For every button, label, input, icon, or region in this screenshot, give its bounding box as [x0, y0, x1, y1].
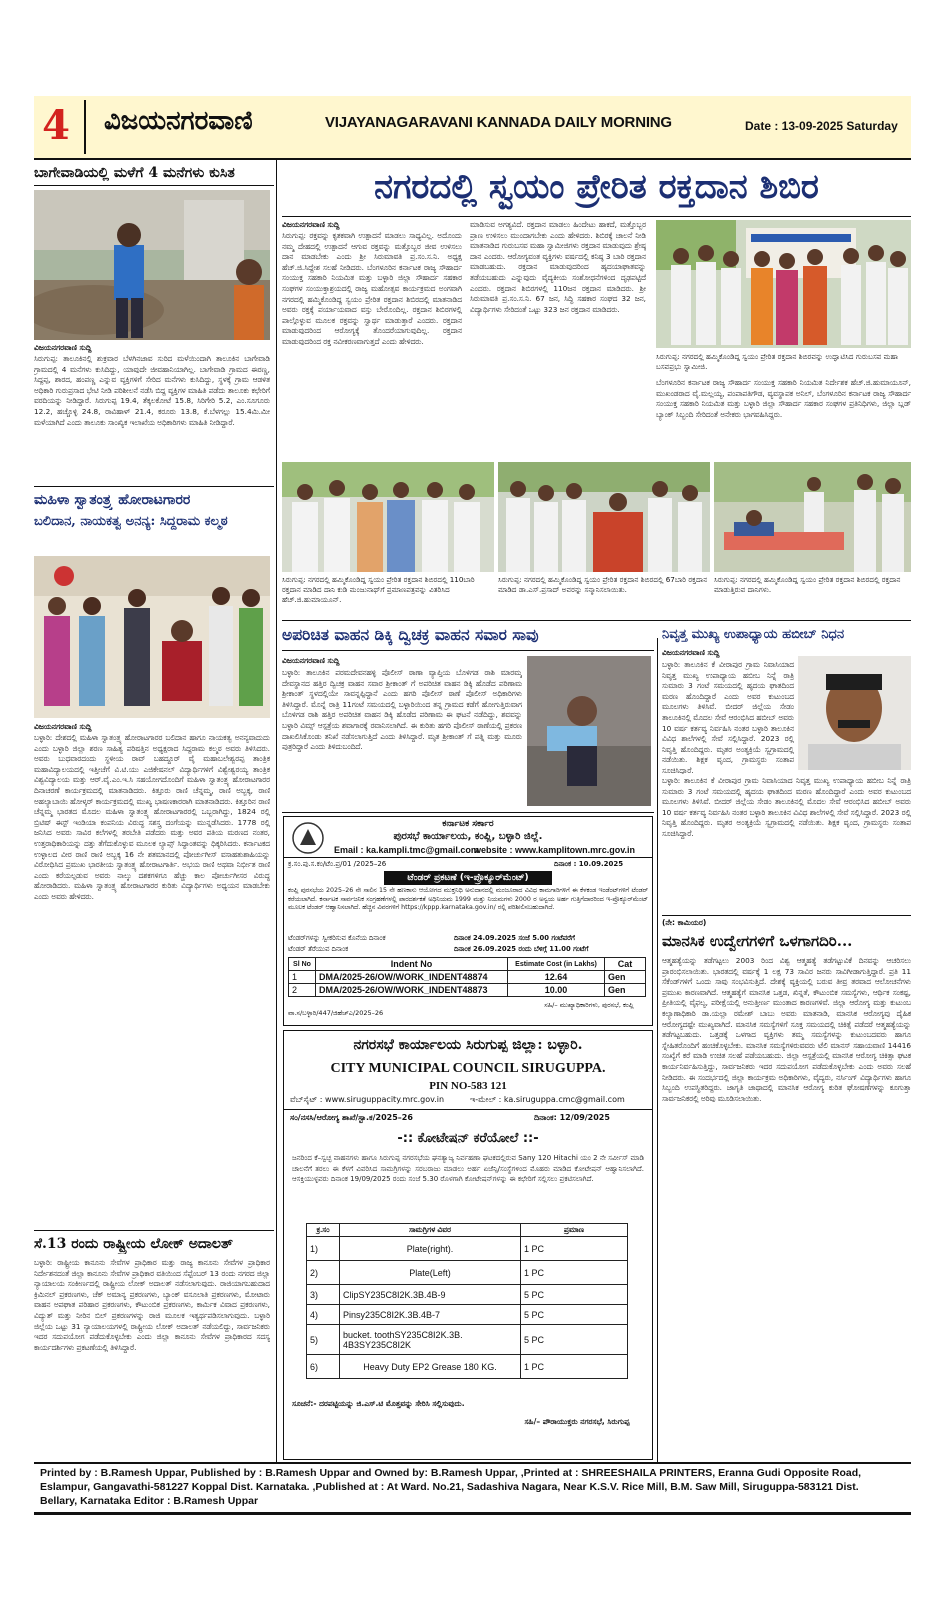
table-cell: 5 PC — [521, 1325, 628, 1355]
table-cell: 4) — [307, 1305, 340, 1325]
kampli-ref-no: ಕ್ರ.ಸಂ.ಪು.ಸ.ಕಂ/ಟೆಂ.ಪ್ರ/01 /2025–26 — [288, 860, 387, 868]
siruguppa-website: ವೆಬ್‌ಸೈಟ್ : www.siruguppacity.mrc.gov.in — [290, 1095, 445, 1104]
table-cell: 3) — [307, 1285, 340, 1305]
kampli-signature: ಸಹಿ/– ಮುಖ್ಯಾಧಿಕಾರಿಗಳು, ಪುರಸಭೆ, ಕಂಪ್ಲಿ — [544, 1001, 634, 1009]
table-cell: DMA/2025-26/OW/WORK_INDENT48874 — [316, 971, 508, 984]
table-cell: 12.64 — [508, 971, 605, 984]
table-cell: Plate(Left) — [340, 1261, 521, 1285]
table-row — [289, 971, 646, 984]
table-cell: 10.00 — [508, 984, 605, 997]
rule — [34, 185, 274, 186]
table-header: Indent No — [316, 958, 508, 971]
table-cell: 1 PC — [521, 1355, 628, 1379]
table-cell: Heavy Duty EP2 Grease 180 KG. — [340, 1355, 521, 1379]
paper-name-english: VIJAYANAGARAVANI KANNADA DAILY MORNING — [325, 114, 672, 131]
accident-headline: ಅಪರಿಚಿತ ವಾಹನ ಡಿಕ್ಕಿ ದ್ವಿಚಕ್ರ ವಾಹನ ಸವಾರ ಸಾವು — [282, 625, 539, 644]
rule — [284, 1109, 652, 1110]
women-body: ಬಳ್ಳಾರಿ: ದೇಶದಲ್ಲಿ ಮಹಿಳಾ ಸ್ವಾತಂತ್ರ್ಯ ಹೋರಾಟಗಾರರ ಬಲಿದಾನ ಹಾಗೂ ನಾಯಕತ್ವ ಅನನ್ಯವಾದುದು ಎಂದು ಬಳ್ಳಾರಿ ಜಿಲ್ಲಾ ಶರಣ ಸಾಹಿತ್ಯ ಪರಿಷತ್ತಿನ ಅಧ್ಯಕ್ಷರಾದ ಸಿದ್ದರಾಮ ಕಲ್ಮಠ ಅವರು ತಿಳಿಸಿದರು. ಅವರು ಬುಧವಾರದಂದು ಸ್ಥಳೀಯ ರಾವ್ ಬಹದ್ದೂರ್ ವೈ ಮಹಾಬಲೇಶ್ವರಪ್ಪ ತಾಂತ್ರಿಕ ಮಹಾವಿದ್ಯಾಲಯದಲ್ಲಿ ಇತ್ತೀಚೆಗೆ ವಿ.ಟಿ.ಯು ಎಜಿಕೇಷನಲ್ ವಿದ್ಯಾರ್ಥಿಗಳಿಗೆ ವಿಶ್ವೇಶ್ವರಯ್ಯ ತಾಂತ್ರಿಕ ವಿಶ್ವವಿದ್ಯಾಲಯ ಮತ್ತು ಆರ್.ವೈ.ಎಂ.ಇ.ಸಿ ಸಹಯೋಗದೊಂದಿಗೆ ಮಹಿಳಾ ಸ್ವಾತಂತ್ರ್ಯ ಹೋರಾಟಗಾರರ ದಿನಾಚರಣೆ ಕಾರ್ಯಕ್ರಮದಲ್ಲಿ ಮಾತನಾಡಿದರು. ಕಿತ್ತೂರು ರಾಣಿ ಚೆನ್ನಮ್ಮ, ರಾಣಿ ಅಬ್ಬಕ್ಕ, ರಾಣಿ ಅಹಲ್ಯಾಬಾಯಿ ಹೋಳ್ಕರ್ ಕಾರ್ಯಕ್ರಮದಲ್ಲಿ ಮುಖ್ಯ ಭಾಷಣಕಾರರಾಗಿ ಮಾತನಾಡಿದರು. ಕಿತ್ತೂರಿನ ರಾಣಿ ಚೆನ್ನಮ್ಮ ಭಾರತದ ಮೊದಲ ಮಹಿಳಾ ಸ್ವಾತಂತ್ರ್ಯ ಹೋರಾಟಗಾರರಲ್ಲಿ ಒಬ್ಬರಾಗಿದ್ದು, 1824 ರಲ್ಲಿ ಬ್ರಿಟಿಷ್ ಈಸ್ಟ್ ಇಂಡಿಯಾ ಕಂಪನಿಯ ವಿರುದ್ಧ ಸಶಸ್ತ್ರ ದಂಗೆಯನ್ನು ಮುನ್ನಡೆಸಿದರು. 1778 ರಲ್ಲಿ ಜನಿಸಿದ ಅವರು ಸಾವಿರ ಕಲೆಗಳಲ್ಲಿ ತರಬೇತಿ ಪಡೆದರು ಮತ್ತು ಅವರ ಪತಿಯ ಮರಣದ ನಂತರ, ಉತ್ತರಾಧಿಕಾರಿಯನ್ನು ದತ್ತು ತೆಗೆದುಕೊಳ್ಳುವ ಮೂಲಕ ಲ್ಯಾಪ್ಸ್ ಸಿದ್ಧಾಂತವನ್ನು ಧಿಕ್ಕರಿಸಿದರು. ಕರ್ನಾಟಕದ ಉಳ್ಳಾಲದ ವೀರ ರಾಣಿ ರಾಣಿ ಅಬ್ಬಕ್ಕ 16 ನೇ ಶತಮಾನದಲ್ಲಿ ಪೋರ್ಚುಗೀಸ್ ವಸಾಹತುಶಾಹಿಯನ್ನು ವಿರೋಧಿಸಿದ ಪ್ರಮುಖ ಭಾರತೀಯ ಸ್ವಾತಂತ್ರ್ಯ ಹೋರಾಟಗಾರ್ತಿ. ಅಭಯ ರಾಣಿ ಅಥವಾ ನಿರ್ಭೀತ ರಾಣಿ ಎಂದು ಕರೆಯಲ್ಪಡುವ ಅವರು ನಾಲ್ಕು ದಶಕಗಳಿಗೂ ಹೆಚ್ಚು ಕಾಲ ಪೋರ್ಚುಗೀಸರ ವಿರುದ್ಧ ಹೋರಾಡಿದರು. ಮಹಿಳಾ ಸ್ವಾತಂತ್ರ್ಯ ಹೋರಾಟಗಾರರ ಕುರಿತು ವಿದ್ಯಾರ್ಥಿಗಳು ಅಧ್ಯಯನ ಮಾಡಬೇಕು ಎಂದು ಅವರು ಹೇಳಿದರು. — [34, 733, 270, 901]
table-cell: Gen — [605, 971, 646, 984]
siruguppa-note: ಸೂಚನೆ:- ದರಪಟ್ಟಿಯನ್ನು ಜಿ.ಎಸ್.ಟಿ ಮೊತ್ತವನ್ನು ಸೇರಿಸಿ ಸಲ್ಲಿಸುವುದು. — [292, 1399, 465, 1408]
blood-certificate-photo — [282, 462, 494, 572]
masthead-divider — [84, 100, 86, 154]
blood-body-col2: ಮಾಡಿಸುವ ಅಗತ್ಯವಿದೆ. ರಕ್ತದಾನ ಮಾಡಲು ಹಿಂದೇಟು ಹಾಕದೆ, ಮತ್ತೊಬ್ಬರ ಪ್ರಾಣ ಉಳಿಸಲು ಮುಂದಾಗಬೇಕು ಎಂದು ಹೇಳಿದರು. ಶಿಬಿರಕ್ಕೆ ಚಾಲನೆ ನೀಡಿ ಮಾತನಾಡಿದ ಗುರುಬಸವ ಮಹಾ ಸ್ವಾಮೀಜಿಗಳು ರಕ್ತದಾನ ಮಾಡುವುದು ಶ್ರೇಷ್ಠ ದಾನ ಎಂದರು. ಆರೋಗ್ಯವಂತ ವ್ಯಕ್ತಿಗಳು ವರ್ಷದಲ್ಲಿ ಕನಿಷ್ಠ 3 ಬಾರಿ ರಕ್ತದಾನ ಮಾಡಬಹುದು. ರಕ್ತದಾನ ಮಾಡುವುದರಿಂದ ಹೃದಯಾಘಾತವನ್ನು ತಡೆಯಬಹುದು ಎನ್ನುವುದು ವೈದ್ಯಕೀಯ ಸಂಶೋಧನೆಗಳಿಂದ ದೃಢಪಟ್ಟಿದೆ ಎಂದರು. ರಕ್ತದಾನ ಶಿಬಿರಗಳಲ್ಲಿ 110ಜನ ರಕ್ತದಾನ ಮಾಡಿದರು. ಶ್ರೀ ಸಿರುಮಾವತಿ ಪ್ರ.ಸಂ.ಸ.ನಿ. 67 ಜನ, ಸಿದ್ಧಿ ಸಹಕಾರ ಸಂಘದ 32 ಜನ, ವಿದ್ಯಾರ್ಥಿಗಳು ಸೇರಿದಂತೆ ಒಟ್ಟು 323 ಜನ ರಕ್ತದಾನ ಮಾಡಿದರು. — [470, 220, 646, 314]
kampli-email: Email : ka.kampli.tmc@gmail.com — [334, 845, 479, 855]
kampli-open-date-value: ದಿನಾಂಕ 26.09.2025 ರಂದು ಬೆಳಿಗ್ಗೆ 11.00 ಗಂಟೆಗೆ — [454, 945, 589, 953]
blood-caption-row1: ಸಿರುಗುಪ್ಪ: ನಗರದಲ್ಲಿ ಹಮ್ಮಿಕೊಂಡಿದ್ದ ಸ್ವಯಂ ಪ್ರೇರಿತ ರಕ್ತದಾನ ಶಿಬಿರದಲ್ಲಿ 110ಬಾರಿ ರಕ್ತದಾನ ಮಾಡಿದ ದಾನಿ ಕುಡಿ ಮಂಜುನಾಥ್‌ಗೆ ಪ್ರಮಾಣಪತ್ರವನ್ನು ವಿತರಿಸಿದ ಹೆಚ್.ಜಿ.ಹುಮಾಯೂನ್. — [282, 575, 475, 604]
rule — [282, 650, 654, 651]
blood-felicitation-photo — [498, 462, 710, 572]
rule — [282, 216, 911, 217]
table-cell: 1 — [289, 971, 316, 984]
table-row — [307, 1237, 628, 1261]
siruguppa-date: ದಿನಾಂಕ: 12/09/2025 — [534, 1113, 610, 1122]
rain-credit: ವಿಜಯನಗರವಾಣಿ ಸುದ್ದಿ — [34, 343, 92, 352]
table-row — [307, 1285, 628, 1305]
table-cell: 1 PC — [521, 1237, 628, 1261]
rule — [34, 1230, 274, 1231]
kampli-body: ಕಂಪ್ಲಿ ಪುರಸಭೆಯ 2025–26 ನೇ ಸಾಲಿನ 15 ನೇ ಹಣಕಾಸು ಆಯೋಗದ ಮುಕ್ತನಿಧಿ ಅನುದಾನದಲ್ಲಿ ಮಂಜೂರಾದ ವಿವಿಧ ಕಾಮಗಾರಿಗಳಿಗೆ ಈ ಕೆಳಕಂಡ ಇಂಡೆಂಟ್‌ಗಳಿಗೆ ಟೆಂಡರ್ ಕರೆಯಲಾಗಿದೆ. ಕರ್ನಾಟಕ ಸಾರ್ವಜನಿಕ ಸಂಗ್ರಹಣೆಗಳಲ್ಲಿ ಪಾರದರ್ಶಕತೆ ಅಧಿನಿಯಮ 1999 ಮತ್ತು ನಿಯಮಗಳು 2000 ರ ಅನ್ವಯ ಅರ್ಹ ಗುತ್ತಿಗೆದಾರರಿಂದ ಇ-ಪ್ರೊಕ್ಯೂರ್‌ಮೆಂಟ್ ಮೂಲಕ ಟೆಂಡರ್ ಆಹ್ವಾನಿಸಲಾಗಿದೆ. ಹೆಚ್ಚಿನ ವಿವರಗಳಿಗೆ https://kppp.karnataka.gov.in/ ರಲ್ಲಿ ಪರಿಶೀಲಿಸಬಹುದಾಗಿದೆ. — [288, 887, 648, 912]
table-cell: DMA/2025-26/OW/WORK_INDENT48873 — [316, 984, 508, 997]
table-cell: 6) — [307, 1355, 340, 1379]
accident-body: ಬಳ್ಳಾರಿ: ತಾಲೂಕಿನ ಪರಮದೇವನಹಳ್ಳಿ ಪೊಲೀಸ್ ಠಾಣಾ ವ್ಯಾಪ್ತಿಯ ಬೊಳಿಗಡ ರಾಶಿ ಮಾರಮ್ಮ ದೇವಸ್ಥಾನದ ಹತ್ತಿರ ದ್ವಿಚಕ್ರ ವಾಹನ ಸವಾರ ಶ್ರೀಕಾಂತ್ ಗೆ ಅಪರಿಚಿತ ವಾಹನ ಡಿಕ್ಕಿ ಹೊಡೆದ ಪರಿಣಾಮ ಶ್ರೀಕಾಂತ್ ಸ್ಥಳದಲ್ಲಿಯೇ ಸಾವನ್ನಪ್ಪಿದ್ದಾನೆ ಎಂದು ಹಗರಿ ಪೊಲೀಸ್ ಠಾಣೆ ಪೊಲೀಸ್ ಅಧಿಕಾರಿಗಳು ತಿಳಿಸಿದ್ದಾರೆ. ಮೊನ್ನೆ ರಾತ್ರಿ 11ಗಂಟೆ ಸಮಯದಲ್ಲಿ ಬಳ್ಳಾರಿಯಿಂದ ತನ್ನ ಗ್ರಾಮದ ಕಡೆಗೆ ಹೋಗುತ್ತಿರುವಾಗ ಬೊಳಿಗಡ ರಾಶಿ ಹತ್ತಿರ ಅಪರಿಚಿತ ವಾಹನ ಡಿಕ್ಕಿ ಹೊಡೆದ ಪರಿಣಾಮ ಈ ಘಟನೆ ನಡೆದಿದ್ದು, ಶವವನ್ನು ಬಳ್ಳಾರಿ ವಿಮ್ಸ್ ಆಸ್ಪತ್ರೆಯ ಶವಾಗಾರಕ್ಕೆ ರವಾನಿಸಲಾಗಿದೆ. ಈ ಕುರಿತು ಹಗರಿ ಪೊಲೀಸ್ ಠಾಣೆಯಲ್ಲಿ ಪ್ರಕರಣ ದಾಖಲಿಸಿಕೊಂಡು ತನಿಖೆ ನಡೆಸಲಾಗುತ್ತಿದೆ ಎಂದು ತಿಳಿಸಿದ್ದಾರೆ. ಮೃತ ಶ್ರೀಕಾಂತ್ ಗೆ ಪತ್ನಿ ಮತ್ತು ಮೂರು ಪುತ್ರರಿದ್ದಾರೆ ಎಂದು ತಿಳಿದುಬಂದಿದೆ. — [282, 668, 522, 752]
women-headline-line2: ಬಲಿದಾನ, ನಾಯಕತ್ವ ಅನನ್ಯ: ಸಿದ್ದರಾಮ ಕಲ್ಮಠ — [34, 514, 228, 529]
table-row — [307, 1305, 628, 1325]
blood-inauguration-photo — [656, 220, 911, 348]
footer-rule-top — [34, 1462, 911, 1464]
table-header: ಪ್ರಮಾಣ — [521, 1224, 628, 1237]
table-cell: 5 PC — [521, 1305, 628, 1325]
mental-label: (ನೇ: ಕಾಮಿಯರ) — [662, 918, 707, 927]
table-row — [307, 1325, 628, 1355]
siruguppa-email: ಇ-ಮೇಲ್ : ka.siruguppa.cmc@gmail.com — [470, 1095, 625, 1104]
masthead-rule — [34, 158, 911, 160]
table-cell: 2 — [289, 984, 316, 997]
mental-headline: ಮಾನಸಿಕ ಉದ್ವೇಗಗಳಿಗೆ ಒಳಗಾಗದಿರಿ... — [662, 932, 853, 950]
footer-line2: Eslampur, Gangavathi-581227 Koppal Dist. Karnataka. ,Published at : At Ward. No.21, Sadashiva Nagara, Near K.S.V. Rice Mill, B.M. Saw Mill, Siruguppa-583121 Dist. — [40, 1481, 859, 1493]
rain-photo — [34, 190, 270, 340]
issue-date: Date : 13-09-2025 Saturday — [745, 119, 898, 133]
kampli-govt-line: ಕರ್ನಾಟಕ ಸರ್ಕಾರ — [442, 819, 494, 829]
table-cell: ClipSY235C8I2K.3B.4B-9 — [340, 1285, 521, 1305]
siruguppa-quotation-notice — [283, 1030, 653, 1460]
rule — [282, 620, 911, 621]
table-cell: 5 PC — [521, 1285, 628, 1305]
kampli-website: website : www.kamplitown.mrc.gov.in — [474, 845, 636, 855]
kampli-open-date-label: ಟೆಂಡರ್ ತೆರೆಯುವ ದಿನಾಂಕ — [288, 945, 349, 953]
kampli-date: ದಿನಾಂಕ : 10.09.2025 — [554, 860, 624, 868]
table-header: Cat — [605, 958, 646, 971]
adalat-body: ಬಳ್ಳಾರಿ: ರಾಷ್ಟ್ರೀಯ ಕಾನೂನು ಸೇವೆಗಳ ಪ್ರಾಧಿಕಾರ ಮತ್ತು ರಾಜ್ಯ ಕಾನೂನು ಸೇವೆಗಳ ಪ್ರಾಧಿಕಾರ ನಿರ್ದೇಶನದಂತೆ ಜಿಲ್ಲಾ ಕಾನೂನು ಸೇವೆಗಳ ಪ್ರಾಧಿಕಾರ ವತಿಯಿಂದ ಸೆಪ್ಟೆಂಬರ್ 13 ರಂದು ನಗರದ ಜಿಲ್ಲಾ ನ್ಯಾಯಾಲಯ ಸಂಕೀರ್ಣದಲ್ಲಿ ರಾಷ್ಟ್ರೀಯ ಲೋಕ್ ಅದಾಲತ್ ನಡೆಸಲಾಗುವುದು. ರಾಜಿಯಾಗಬಹುದಾದ ಕ್ರಿಮಿನಲ್ ಪ್ರಕರಣಗಳು, ಚೆಕ್ ಅಮಾನ್ಯ ಪ್ರಕರಣಗಳು, ಬ್ಯಾಂಕ್ ವಸೂಲಾತಿ ಪ್ರಕರಣಗಳು, ಮೋಟಾರು ವಾಹನ ಅಪಘಾತ ಪರಿಹಾರ ಪ್ರಕರಣಗಳು, ಕೌಟುಂಬಿಕ ಪ್ರಕರಣಗಳು, ಕಾರ್ಮಿಕ ವಿವಾದ ಪ್ರಕರಣಗಳು, ವಿದ್ಯುತ್ ಮತ್ತು ನೀರಿನ ಬಿಲ್ ಪ್ರಕರಣಗಳನ್ನು ರಾಜಿ ಮೂಲಕ ಇತ್ಯರ್ಥಪಡಿಸಲಾಗುವುದು. ಬಳ್ಳಾರಿ ಜಿಲ್ಲೆಯ ಒಟ್ಟು 31 ನ್ಯಾಯಾಲಯಗಳಲ್ಲಿ ರಾಷ್ಟ್ರೀಯ ಲೋಕ್ ಅದಾಲತ್ ನಡೆಯಲಿದ್ದು, ಸಾರ್ವಜನಿಕರು ಇದರ ಸದುಪಯೋಗ ಪಡೆದುಕೊಳ್ಳಬೇಕು ಎಂದು ಜಿಲ್ಲಾ ಕಾನೂನು ಸೇವೆಗಳ ಪ್ರಾಧಿಕಾರದ ಸದಸ್ಯ ಕಾರ್ಯದರ್ಶಿಗಳು ಪ್ರಕಟಣೆಯಲ್ಲಿ ತಿಳಿಸಿದ್ದಾರೆ. — [34, 1258, 270, 1352]
obit-body-col1: ಬಳ್ಳಾರಿ: ತಾಲೂಕಿನ ಕೆ ವೀರಾಪುರ ಗ್ರಾಮ ನಿವಾಸಿಯಾದ ನಿವೃತ್ತ ಮುಖ್ಯ ಉಪಾಧ್ಯಾಯ ಹಬೀಬ ನಿನ್ನೆ ರಾತ್ರಿ ಸುಮಾರು 3 ಗಂಟೆ ಸಮಯದಲ್ಲಿ ಹೃದಯ ಘಾತದಿಂದ ಮರಣ ಹೊಂದಿದ್ದಾರೆ ಎಂದು ಅವರ ಕುಟುಂಬದ ಮೂಲಗಳು ತಿಳಿಸಿವೆ. ಬೀದರ್ ಜಿಲ್ಲೆಯ ಸೇಡಂ ತಾಲೂಕಿನಲ್ಲಿ ಮೊದಲ ಸೇವೆ ಆರಂಭಿಸಿದ ಹಬೀಬ್ ಅವರು 10 ವರ್ಷ ಕರ್ತವ್ಯ ನಿರ್ವಹಿಸಿ ನಂತರ ಬಳ್ಳಾರಿ ತಾಲೂಕಿನ ವಿವಿಧ ಶಾಲೆಗಳಲ್ಲಿ ಸೇವೆ ಸಲ್ಲಿಸಿದ್ದಾರೆ. 2023 ರಲ್ಲಿ ನಿವೃತ್ತಿ ಹೊಂದಿದ್ದರು. ಮೃತರ ಅಂತ್ಯಕ್ರಿಯೆ ಸ್ವಗ್ರಾಮದಲ್ಲಿ ನಡೆಯಿತು. ಶಿಕ್ಷಕ ವೃಂದ, ಗ್ರಾಮಸ್ಥರು ಸಂತಾಪ ಸೂಚಿಸಿದ್ದಾರೆ. — [662, 660, 794, 774]
obit-body-full: ಬಳ್ಳಾರಿ: ತಾಲೂಕಿನ ಕೆ ವೀರಾಪುರ ಗ್ರಾಮ ನಿವಾಸಿಯಾದ ನಿವೃತ್ತ ಮುಖ್ಯ ಉಪಾಧ್ಯಾಯ ಹಬೀಬ ನಿನ್ನೆ ರಾತ್ರಿ ಸುಮಾರು 3 ಗಂಟೆ ಸಮಯದಲ್ಲಿ ಹೃದಯ ಘಾತದಿಂದ ಮರಣ ಹೊಂದಿದ್ದಾರೆ ಎಂದು ಅವರ ಕುಟುಂಬದ ಮೂಲಗಳು ತಿಳಿಸಿವೆ. ಬೀದರ್ ಜಿಲ್ಲೆಯ ಸೇಡಂ ತಾಲೂಕಿನಲ್ಲಿ ಮೊದಲ ಸೇವೆ ಆರಂಭಿಸಿದ ಹಬೀಬ್ ಅವರು 10 ವರ್ಷ ಕರ್ತವ್ಯ ನಿರ್ವಹಿಸಿ ನಂತರ ಬಳ್ಳಾರಿ ತಾಲೂಕಿನ ವಿವಿಧ ಶಾಲೆಗಳಲ್ಲಿ ಸೇವೆ ಸಲ್ಲಿಸಿದ್ದಾರೆ. 2023 ರಲ್ಲಿ ನಿವೃತ್ತಿ ಹೊಂದಿದ್ದರು. ಮೃತರ ಅಂತ್ಯಕ್ರಿಯೆ ಸ್ವಗ್ರಾಮದಲ್ಲಿ ನಡೆಯಿತು. ಶಿಕ್ಷಕ ವೃಂದ, ಗ್ರಾಮಸ್ಥರು ಸಂತಾಪ ಸೂಚಿಸಿದ್ದಾರೆ. — [662, 776, 911, 838]
kampli-tender-notice — [283, 816, 653, 1026]
kampli-publication-ref: ವಾ.ಸ/ಬಳ್ಳಾರಿ/447/ಜಿಹೆಚ್‌ಎ/2025–26 — [288, 1009, 384, 1017]
footer-rule-bottom — [34, 1512, 911, 1515]
women-event-photo — [34, 556, 270, 718]
table-header: ಸಾಮಗ್ರಿಗಳ ವಿವರ — [340, 1224, 521, 1237]
siruguppa-title-kn: ನಗರಸಭೆ ಕಾರ್ಯಾಲಯ ಸಿರುಗುಪ್ಪ ಜಿಲ್ಲಾ: ಬಳ್ಳಾರಿ. — [353, 1037, 583, 1053]
blood-headline: ನಗರದಲ್ಲಿ ಸ್ವಯಂ ಪ್ರೇರಿತ ರಕ್ತದಾನ ಶಿಬಿರ — [374, 167, 819, 207]
table-cell: Pinsy235C8I2K.3B.4B-7 — [340, 1305, 521, 1325]
blood-caption-top: ಸಿರುಗುಪ್ಪ: ನಗರದಲ್ಲಿ ಹಮ್ಮಿಕೊಂಡಿದ್ದ ಸ್ವಯಂ ಪ್ರೇರಿತ ರಕ್ತದಾನ ಶಿಬಿರವನ್ನು ಉದ್ಘಾಟಿಸಿದ ಗುರುಬಸವ ಮಹಾ ಬಸವಪ್ರಭು ಸ್ವಾಮೀಜಿ. — [656, 352, 899, 371]
rain-headline: ಬಾಗೇವಾಡಿಯಲ್ಲಿ ಮಳೆಗೆ 4 ಮನೆಗಳು ಕುಸಿತ — [34, 165, 235, 181]
table-header: ಕ್ರ.ಸಂ — [307, 1224, 340, 1237]
blood-credit: ವಿಜಯನಗರವಾಣಿ ಸುದ್ದಿ — [282, 220, 340, 229]
blood-donors-photo — [714, 462, 911, 572]
page-number: 4 — [42, 102, 70, 149]
siruguppa-pin: PIN NO-583 121 — [429, 1080, 507, 1092]
siruguppa-quotation-title: -:: ಕೋಟೇಷನ್ ಕರೆಯೋಲೆ ::- — [397, 1131, 539, 1146]
table-cell: 1 PC — [521, 1261, 628, 1285]
siruguppa-title-en: CITY MUNICIPAL COUNCIL SIRUGUPPA. — [330, 1061, 606, 1076]
rule — [284, 857, 652, 858]
obit-headline: ನಿವೃತ್ತ ಮುಖ್ಯ ಉಪಾಧ್ಯಾಯ ಹಬೀಬ್ ನಿಧನ — [662, 627, 845, 642]
paper-name-kannada: ವಿಜಯನಗರವಾಣಿ — [104, 106, 253, 136]
kampli-last-date-value: ದಿನಾಂಕ 24.09.2025 ಸಂಜೆ 5.00 ಗಂಟೆವರೆಗೆ — [454, 934, 575, 942]
women-credit: ವಿಜಯನಗರವಾಣಿ ಸುದ್ದಿ — [34, 722, 92, 731]
column-rule — [657, 638, 658, 1462]
blood-caption-row3: ಸಿರುಗುಪ್ಪ: ನಗರದಲ್ಲಿ ಹಮ್ಮಿಕೊಂಡಿದ್ದ ಸ್ವಯಂ ಪ್ರೇರಿತ ರಕ್ತದಾನ ಶಿಬಿರದಲ್ಲಿ ರಕ್ತದಾನ ಮಾಡುತ್ತಿರುವ ದಾನಿಗಳು. — [714, 575, 901, 594]
siruguppa-items-table — [306, 1223, 628, 1379]
blood-body-col1: ಸಿರುಗುಪ್ಪ: ರಕ್ತವನ್ನು ಕೃತಕವಾಗಿ ಉತ್ಪಾದನೆ ಮಾಡಲು ಸಾಧ್ಯವಿಲ್ಲ. ಅದೊಂದು ನಮ್ಮ ದೇಹದಲ್ಲಿ ಉತ್ಪಾದನೆ ಆಗುವ ರಕ್ತವನ್ನು ಮತ್ತೊಬ್ಬರ ಜೀವ ಉಳಿಸಲು ದಾನ ಮಾಡಬೇಕು ಎಂದು ಶ್ರೀ ಸಿರುಮಾವತಿ ಪ್ರ.ಸಂ.ಸ.ನಿ. ಅಧ್ಯಕ್ಷ ಹೆಚ್.ಜಿ.ಸಿದ್ದೇಶ ಸಲಹೆ ನೀಡಿದರು. ಬೆಂಗಳೂರಿನ ಕರ್ನಾಟಕ ರಾಜ್ಯ ಸೌಹಾರ್ದ ಸಂಯುಕ್ತ ಸಹಕಾರಿ ನಿಯಮಿತ ಮತ್ತು ಬಳ್ಳಾರಿ ಜಿಲ್ಲಾ ಸೌಹಾರ್ದ ಸಹಕಾರ ಸಂಘಗಳ ಸಂಯುಕ್ತಾಶ್ರಯದಲ್ಲಿ ರಾಜ್ಯ ಮಹೋತ್ಸವ ಕಾರ್ಯಕ್ರಮದ ಅಂಗವಾಗಿ ನಗರದಲ್ಲಿ ಹಮ್ಮಿಕೊಂಡಿದ್ದ ಸ್ವಯಂ ಪ್ರೇರಿತ ರಕ್ತದಾನ ಶಿಬಿರದಲ್ಲಿ ಮಾತನಾಡಿದ ಅವರು ರಕ್ತಕ್ಕೆ ಪರ್ಯಾಯವಾದ ವಸ್ತು ಬೇರೊಂದಿಲ್ಲ. ರಕ್ತದಾನ ಶಿಬಿರಗಳಲ್ಲಿ ಪಾಲ್ಗೊಳ್ಳುವ ಮೂಲಕ ರಕ್ತವನ್ನು ಸ್ವಾರ್ಥ ಮಾಡುತ್ತಾರೆ ಎಂದರು. ರಕ್ತದಾನ ಮಾಡುವುದರಿಂದ ಆರೋಗ್ಯಕ್ಕೆ ತೊಂದರೆಯಾಗುವುದಿಲ್ಲ. ರಕ್ತದಾನ ಮಾಡುವುದರಿಂದ ರಕ್ತ ನವೀಕರಣವಾಗುತ್ತದೆ ಎಂದು ಹೇಳಿದರು. — [282, 231, 462, 346]
table-row — [307, 1355, 628, 1379]
women-headline-line1: ಮಹಿಳಾ ಸ್ವಾತಂತ್ರ್ಯ ಹೋರಾಟಗಾರರ — [34, 492, 191, 508]
table-cell: 2) — [307, 1261, 340, 1285]
rule — [282, 812, 654, 813]
column-rule — [276, 160, 277, 1462]
mental-body: ಆತ್ಮಹತ್ಯೆಯನ್ನು ತಡೆಗಟ್ಟಲು 2003 ರಿಂದ ವಿಶ್ವ ಆತ್ಮಹತ್ಯೆ ತಡೆಗಟ್ಟುವಿಕೆ ದಿನವನ್ನು ಆಚರಿಸಲು ಪ್ರಾರಂಭಿಸಲಾಯಿತು. ಭಾರತದಲ್ಲಿ ವರ್ಷಕ್ಕೆ 1 ಲಕ್ಷ 73 ಸಾವಿರ ಜನರು ಸಾವಿಗೀಡಾಗುತ್ತಿದ್ದಾರೆ. ಪ್ರತಿ 11 ಸೆಕೆಂಡ್‌ಗಳಿಗೆ ಒಂದು ಸಾವು ಸಂಭವಿಸುತ್ತಿದೆ. ದೇಶಕ್ಕೆ ವ್ಯಕ್ತಿಯಲ್ಲಿ ಬರುವ ತೀವ್ರ ತರವಾದ ಆಲೋಚನೆಗಳು ಪ್ರಮುಖ ಕಾರಣವಾಗಿದೆ. ಆತ್ಮಹತ್ಯೆಗೆ ಮಾನಸಿಕ ಒತ್ತಡ, ಖಿನ್ನತೆ, ಕೌಟುಂಬಿಕ ಸಮಸ್ಯೆಗಳು, ಆರ್ಥಿಕ ಸಂಕಷ್ಟ, ಪ್ರೀತಿಯಲ್ಲಿ ವೈಫಲ್ಯ, ಪರೀಕ್ಷೆಯಲ್ಲಿ ಅನುತ್ತೀರ್ಣ ಮುಂತಾದ ಕಾರಣಗಳಿವೆ. ಜಿಲ್ಲಾ ಆರೋಗ್ಯ ಮತ್ತು ಕುಟುಂಬ ಕಲ್ಯಾಣಾಧಿಕಾರಿ ಡಾ.ಯಲ್ಲಾ ರಮೇಶ್ ಬಾಬು ಅವರು ಮಾತನಾಡಿ, ಮಾನಸಿಕ ಆರೋಗ್ಯವು ದೈಹಿಕ ಆರೋಗ್ಯದಷ್ಟೇ ಮುಖ್ಯವಾಗಿದೆ. ಮಾನಸಿಕ ಸಮಸ್ಯೆಗಳಿಗೆ ಸೂಕ್ತ ಸಮಯದಲ್ಲಿ ಚಿಕಿತ್ಸೆ ಪಡೆದರೆ ಆತ್ಮಹತ್ಯೆಯನ್ನು ತಡೆಗಟ್ಟಬಹುದು. ಒತ್ತಡಕ್ಕೆ ಒಳಗಾದ ವ್ಯಕ್ತಿಗಳು ತಮ್ಮ ಸಮಸ್ಯೆಗಳನ್ನು ಕುಟುಂಬದವರು ಹಾಗೂ ಸ್ನೇಹಿತರೊಂದಿಗೆ ಹಂಚಿಕೊಳ್ಳಬೇಕು. ಮಾನಸಿಕ ಸಮಸ್ಯೆಗಳಿರುವವರು ಟೆಲಿ ಮಾನಸ್ ಸಹಾಯವಾಣಿ 14416 ಸಂಖ್ಯೆಗೆ ಕರೆ ಮಾಡಿ ಉಚಿತ ಸಲಹೆ ಪಡೆಯಬಹುದು. ಜಿಲ್ಲಾ ಆಸ್ಪತ್ರೆಯಲ್ಲಿ ಮಾನಸಿಕ ಆರೋಗ್ಯ ಚಿಕಿತ್ಸಾ ಘಟಕ ಕಾರ್ಯನಿರ್ವಹಿಸುತ್ತಿದ್ದು, ಸಾರ್ವಜನಿಕರು ಇದರ ಸದುಪಯೋಗ ಪಡೆದುಕೊಳ್ಳಬೇಕು ಎಂದು ಅವರು ಸಲಹೆ ನೀಡಿದರು. ಈ ಸಂದರ್ಭದಲ್ಲಿ ಜಿಲ್ಲಾ ಕಾರ್ಯಕ್ರಮ ಅಧಿಕಾರಿಗಳು, ವೈದ್ಯರು, ನರ್ಸಿಂಗ್ ವಿದ್ಯಾರ್ಥಿಗಳು ಹಾಗೂ ಸಿಬ್ಬಂದಿ ಉಪಸ್ಥಿತರಿದ್ದರು. ಜಾಗೃತಿ ಜಾಥಾದಲ್ಲಿ ಮಾನಸಿಕ ಆರೋಗ್ಯ ಕುರಿತ ಘೋಷಣೆಗಳನ್ನು ಕೂಗುತ್ತಾ ಸಾರ್ವಜನಿಕರಲ್ಲಿ ಅರಿವು ಮೂಡಿಸಲಾಯಿತು. — [662, 956, 911, 1103]
footer-line1: Printed by : B.Ramesh Uppar, Published by : B.Ramesh Uppar and Owned by: B.Ramesh Uppar, ,Printed at : SHREESHAILA PRINTERS, Eranna Gudi Opposite Road, — [40, 1467, 862, 1479]
accident-credit: ವಿಜಯನಗರವಾಣಿ ಸುದ್ದಿ — [282, 656, 340, 665]
blood-caption-row2: ಸಿರುಗುಪ್ಪ: ನಗರದಲ್ಲಿ ಹಮ್ಮಿಕೊಂಡಿದ್ದ ಸ್ವಯಂ ಪ್ರೇರಿತ ರಕ್ತದಾನ ಶಿಬಿರದಲ್ಲಿ 67ಬಾರಿ ರಕ್ತದಾನ ಮಾಡಿದ ಡಾ.ಎಸ್.ಪ್ರಸಾದ್ ಅವರನ್ನು ಸನ್ಮಾನಿಸಲಾಯಿತು. — [498, 575, 708, 594]
table-cell: bucket. toothSY235C8I2K.3B. 4B3SY235C8I2K — [340, 1325, 521, 1355]
rule — [662, 915, 911, 916]
kampli-tender-title: ಟೆಂಡರ್ ಪ್ರಕಟಣೆ (ಇ-ಪ್ರೊಕ್ಯೂರ್‌ಮೆಂಟ್) — [384, 871, 552, 885]
rain-body: ಸಿರುಗುಪ್ಪ: ತಾಲೂಕಿನಲ್ಲಿ ಶುಕ್ರವಾರ ಬೆಳಗಿನಜಾವ ಸುರಿದ ಮಳೆಯಿಂದಾಗಿ ತಾಲೂಕಿನ ಬಾಗೇವಾಡಿ ಗ್ರಾಮದಲ್ಲಿ 4 ಮನೆಗಳು ಕುಸಿದಿದ್ದು, ಯಾವುದೇ ಜೀವಹಾನಿಯಾಗಿಲ್ಲ. ಬಾಗೇವಾಡಿ ಗ್ರಾಮದ ಈರಣ್ಣ, ಸಿದ್ದಪ್ಪ, ಶಾರದ, ಹಂಪಣ್ಣ ಎನ್ನುವ ವ್ಯಕ್ತಿಗಳಿಗೆ ಸೇರಿದ ಮನೆಗಳು ಕುಸಿದಿದ್ದು, ಸ್ಥಳಕ್ಕೆ ಗ್ರಾಮ ಆಡಳಿತ ಅಧಿಕಾರಿ ಗುರುಪ್ರಸಾದ ಭೇಟಿ ನೀಡಿ ಪರಿಶೀಲನೆ ನಡೆಸಿ ಬಿದ್ದ ವ್ಯಕ್ತಿಗಳ ಮಾಹಿತಿ ಪಡೆದು ತಾಲೂಕು ಕಛೇರಿಗೆ ವರದಿಯನ್ನು ನೀಡಿದ್ದಾರೆ. ಸಿರುಗುಪ್ಪ 19.4, ತೆಕ್ಕಲಕೋಟೆ 15.8, ಸಿರಿಗೇರಿ 5.2, ಎಂ.ಸೂಗೂರು 12.2, ಹಚ್ಚೊಳ್ಳಿ 24.8, ರಾವಿಹಾಳ್ 21.4, ಕರೂರು 13.8, ಕೆ.ಬೆಳಗಲ್ಲು 15.4ಮಿ.ಮೀ ಮಳೆಯಾಗಿದೆ ಎಂದು ತಾಲೂಕು ಸಾಂಖ್ಯಿಕ ಇಲಾಖೆಯ ಅಧಿಕಾರಿಗಳು ಮಾಹಿತಿ ನೀಡಿದ್ದಾರೆ. — [34, 354, 270, 427]
kampli-office-line: ಪುರಸಭೆ ಕಾರ್ಯಾಲಯ, ಕಂಪ್ಲಿ, ಬಳ್ಳಾರಿ ಜಿಲ್ಲೆ. — [393, 831, 543, 842]
table-cell: Gen — [605, 984, 646, 997]
siruguppa-body: ಜನರಿಂದ ಕೆ–ಸ್ವಚ್ಛ ವಾಹನಗಳು ಹಾಗೂ ಸಿರುಗುಪ್ಪ ನಗರಸಭೆಯ ಘನತ್ಯಾಜ್ಯ ನಿರ್ವಹಣಾ ಘಟಕದಲ್ಲಿರುವ Sany 120 Hitachi ಯಂ 2 ನೇ ಸರ್ವೀಸ್ ಮಾಡಿ ಚಾಲನೆಗೆ ತರಲು ಈ ಕೆಳಗೆ ವಿವರಿಸಿದ ಸಾಮಗ್ರಿಗಳನ್ನು ಸರಬರಾಜು ಮಾಡಲು ಅರ್ಹ ಏಜೆನ್ಸಿ/ಸಂಸ್ಥೆಗಳಿಂದ ಮೊಹರು ಮಾಡಿದ ಕೋಟೇಷನ್ ಆಹ್ವಾನಿಸಲಾಗಿದೆ. ಆಸಕ್ತಿಯುಳ್ಳವರು ದಿನಾಂಕ 19/09/2025 ರಂದು ಸಂಜೆ 5.30 ರೊಳಗಾಗಿ ಕೋಟೇಷನ್‌ಗಳನ್ನು ಈ ಕಛೇರಿಗೆ ಸಲ್ಲಿಸಲು ಪ್ರಕಟಿಸಲಾಗಿದೆ. — [292, 1154, 644, 1183]
table-row — [307, 1261, 628, 1285]
table-cell: 5) — [307, 1325, 340, 1355]
table-header: Estimate Cost (in Lakhs) — [508, 958, 605, 971]
kampli-last-date-label: ಟೆಂಡರ್‌ಗಳನ್ನು ಸ್ವೀಕರಿಸುವ ಕೊನೆಯ ದಿನಾಂಕ — [288, 934, 386, 942]
siruguppa-signature: ಸಹಿ/– ಪೌರಾಯುಕ್ತರು ನಗರಸಭೆ, ಸಿರುಗುಪ್ಪ — [524, 1417, 630, 1426]
rule — [34, 486, 274, 487]
obit-portrait-photo — [798, 656, 911, 770]
siruguppa-ref-no: ಸಂ/ನಸಸಿ/ಆರೋಗ್ಯ ಶಾಖೆ/ಸ್ಟಾ.ಕ/2025–26 — [290, 1113, 413, 1122]
table-header: Sl No — [289, 958, 316, 971]
footer-line3: Bellary, Karnataka Editor : B.Ramesh Uppar — [40, 1495, 259, 1507]
obit-credit: ವಿಜಯನಗರವಾಣಿ ಸುದ್ದಿ — [662, 648, 720, 657]
blood-right-body: ಬೆಂಗಳೂರಿನ ಕರ್ನಾಟಕ ರಾಜ್ಯ ಸೌಹಾರ್ದ ಸಂಯುಕ್ತ ಸಹಕಾರಿ ನಿಯಮಿತ ನಿರ್ದೇಶಕ ಹೆಚ್.ಜಿ.ಹುಮಾಯೂನ್, ಮುಖಂಡರಾದ ವೈ.ಮಲ್ಲಯ್ಯ, ಪಂಪಾಪತಿಗೌಡ, ವ್ಯವಸ್ಥಾಪಕ ಅನಿಲ್, ಬೆಂಗಳೂರಿನ ಕರ್ನಾಟಕ ರಾಜ್ಯ ಸೌಹಾರ್ದ ಸಂಯುಕ್ತ ಸಹಕಾರಿ ನಿಯಮಿತ ಮತ್ತು ಬಳ್ಳಾರಿ ಜಿಲ್ಲಾ ಸೌಹಾರ್ದ ಸಹಕಾರ ಸಂಘಗಳ ಪ್ರತಿನಿಧಿಗಳು, ಜಿಲ್ಲಾ ಬ್ಲಡ್ ಬ್ಯಾಂಕ್ ಸಿಬ್ಬಂದಿ ಸೇರಿದಂತೆ ಅನೇಕರು ಭಾಗವಹಿಸಿದ್ದರು. — [656, 378, 911, 419]
table-cell: 1) — [307, 1237, 340, 1261]
kampli-indent-table — [288, 957, 646, 997]
adalat-headline: ಸೆ.13 ರಂದು ರಾಷ್ಟ್ರೀಯ ಲೋಕ್ ಅದಾಲತ್ — [34, 1236, 233, 1252]
accident-victim-photo — [527, 656, 651, 806]
table-row — [289, 984, 646, 997]
table-cell: Plate(right). — [340, 1237, 521, 1261]
